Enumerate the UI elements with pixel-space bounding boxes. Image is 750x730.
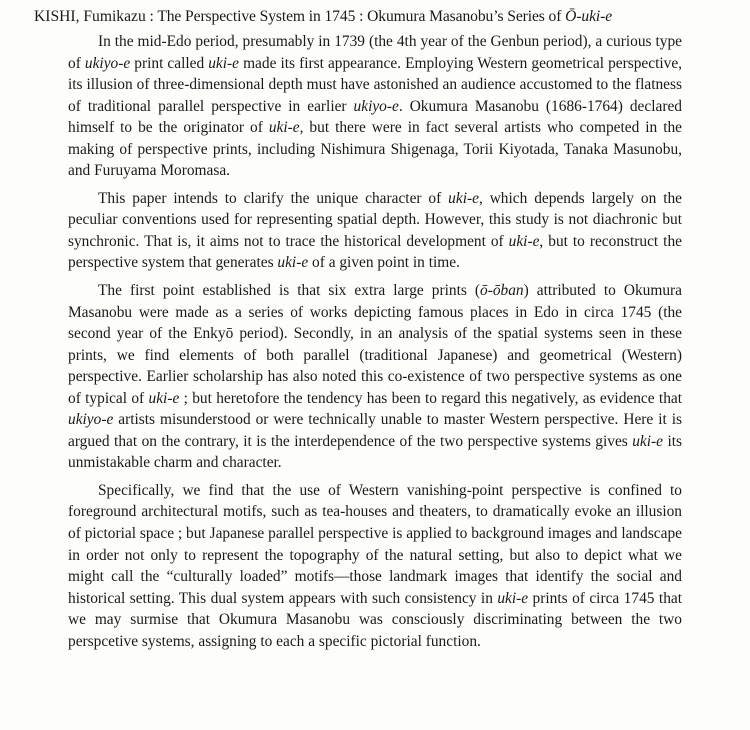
text-run: , which depends largely on the peculiar conventions used for representing spatial depth. However, this study is not diachronic but synchronic. That is, it aims not to trace the historical development of	[68, 189, 682, 250]
italic-term: uki-e	[632, 432, 663, 450]
text-run: , but there were in fact several artists who competed in the making of perspective prints, including Nishimura Shigenaga, Torii Kiyotada, Tanaka Masunobu, and Furuyama Moromasa.	[68, 119, 683, 180]
abstract-body	[68, 31, 682, 658]
text-run: artists misunderstood or were technically unable to master Western perspective. Here it is argued that on the contrary, it is the interdependence of the two perspective systems gives	[68, 411, 682, 450]
italic-term: ukiyo-e	[353, 97, 399, 115]
abstract-paragraph	[68, 280, 682, 474]
text-run: In the mid-Edo period, presumably in 1739 (the 4th year of the Genbun period), a curious type of	[68, 33, 682, 72]
author-name: KISHI, Fumikazu	[34, 8, 146, 25]
text-run: of a given point in time.	[308, 254, 460, 272]
italic-term: uki-e	[508, 232, 540, 250]
text-run: The first point established is that six extra large prints (	[98, 282, 481, 300]
article-heading	[34, 6, 746, 27]
italic-term: ukiyo-e	[68, 411, 114, 429]
text-run: Specifically, we find that the use of Western vanishing-point perspective is confined to foreground architectural motifs, such as tea-houses and theaters, to dramatically evoke an illusion of pictorial space ; but Japanese parallel perspective is applied to background images and landscape in order not only to represent the topography of the natural setting, but also to depict what we might call the “culturally loaded” motifs—those landmark images that identify the social and historical setting. This dual system appears with such consistency in	[68, 481, 682, 607]
italic-term: uki-e	[448, 189, 479, 207]
italic-term: ukiyo-e	[84, 54, 131, 72]
text-run: made its first appearance. Employing Western geometrical perspective, its illusion of three-dimensional depth must have astonished an audience accustomed to the flatness of traditional parallel perspective in earlier	[68, 54, 683, 115]
text-run: ) attributed to Okumura Masanobu were made as a series of works depicting famous places in Edo in circa 1745 (the second year of the Enkyō period). Secondly, in an analysis of the spatial systems seen in these prints, we find elements of both parallel (traditional Japanese) and geometrical (Western) perspective. Earlier scholarship has also noted this co-existence of two perspective systems as one of typical of	[68, 282, 682, 407]
text-run: print called	[130, 54, 209, 72]
abstract-paragraph	[68, 31, 682, 182]
article-title-italic: Ō-uki-e	[565, 8, 613, 25]
italic-term: uki-e	[277, 254, 309, 272]
italic-term: uki-e	[268, 119, 300, 137]
heading-separator: :	[145, 8, 158, 25]
text-run: its unmistakable charm and character.	[68, 432, 682, 472]
italic-term: uki-e	[148, 389, 180, 407]
text-run: , but to reconstruct the perspective system that generates	[68, 232, 682, 272]
abstract-paragraph	[68, 188, 682, 274]
text-run: ; but heretofore the tendency has been to regard this negatively, as evidence that	[179, 389, 682, 407]
italic-term: uki-e	[208, 54, 239, 72]
text-run: This paper intends to clarify the unique character of	[98, 189, 449, 207]
article-title: The Perspective System in 1745 : Okumura Masanobu’s Series of	[157, 8, 566, 25]
italic-term: ō-ōban	[480, 282, 524, 300]
text-run: . Okumura Masanobu (1686-1764) declared himself to be the originator of	[68, 97, 682, 137]
abstract-paragraph	[68, 480, 682, 652]
italic-term: uki-e	[497, 589, 529, 607]
text-run: prints of circa 1745 that we may surmise that Okumura Masanobu was consciously discriminating between the two perspcetive systems, assigning to each a specific pictorial function.	[68, 589, 682, 650]
